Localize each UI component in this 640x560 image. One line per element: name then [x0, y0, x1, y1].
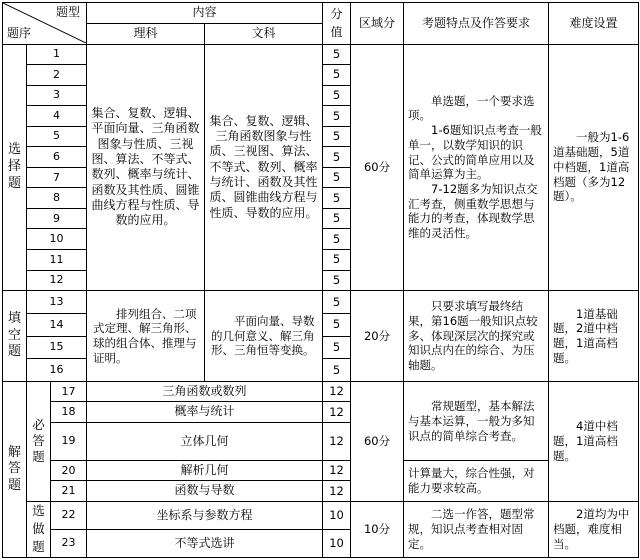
question-topic: 立体几何 — [87, 422, 323, 460]
question-score: 5 — [323, 126, 351, 147]
question-number: 11 — [27, 249, 87, 270]
question-number: 18 — [51, 402, 87, 422]
mc-type-label: 选 择 题 — [3, 44, 27, 291]
elective-label: 选 做 题 — [27, 501, 51, 557]
arts-header: 文科 — [205, 23, 323, 44]
content-header: 内容 — [87, 3, 323, 24]
mc-science-content: 集合、复数、逻辑、平面向量、三角函数图象与性质、三视图、算法、不等式、数列、概率与统计、函数及其性质、圆锥曲线方程与性质、导数的应用。 — [87, 44, 205, 291]
required-features-basic: 常规题型，基本解法与基本运算，一般为多知识点的简单综合考查。 — [404, 382, 549, 461]
question-score: 12 — [323, 422, 351, 460]
fill-arts-content: 平面向量、导数的几何意义、解三角形、三角恒等变换。 — [205, 291, 323, 382]
mc-arts-content: 集合、复数、逻辑、三角函数图象与性质、三视图、算法、不等式、数列、概率与统计、函数及其性质、圆锥曲线方程与性质、导数的应用。 — [205, 44, 323, 291]
question-topic: 坐标系与参数方程 — [87, 501, 323, 529]
corner-header-cell — [3, 3, 87, 45]
question-score: 5 — [323, 208, 351, 229]
required-region-score: 60分 — [351, 382, 404, 501]
question-number: 15 — [27, 336, 87, 359]
question-score: 5 — [323, 270, 351, 291]
question-number: 20 — [51, 461, 87, 481]
required-label: 必 答 题 — [27, 382, 51, 501]
fill-science-content: 排列组合、二项式定理、解三角形、球的组合体、推理与证明。 — [87, 291, 205, 382]
elective-difficulty: 2道均为中档题，难度相当。 — [549, 501, 639, 557]
fill-region-score: 20分 — [351, 291, 404, 382]
question-score: 10 — [323, 501, 351, 529]
answer-type-label: 解 答 题 — [3, 382, 27, 558]
fill-features: 只要求填写最终结果，第16题一般知识点较多、体现深层次的探究或知识点内在的综合、为压轴题。 — [404, 291, 549, 382]
required-difficulty: 4道中档题，1道高档题。 — [549, 382, 639, 501]
question-number: 19 — [51, 422, 87, 460]
question-number: 16 — [27, 359, 87, 382]
elective-features: 二选一作答，题型常规，知识点考查相对固定。 — [404, 501, 549, 557]
question-number: 23 — [51, 529, 87, 557]
question-number: 1 — [27, 44, 87, 65]
question-score: 5 — [323, 249, 351, 270]
question-number: 9 — [27, 208, 87, 229]
question-score: 5 — [323, 85, 351, 106]
question-score: 5 — [323, 359, 351, 382]
question-number: 7 — [27, 167, 87, 188]
question-number: 12 — [27, 270, 87, 291]
points-header: 分值 — [323, 3, 351, 45]
question-topic: 概率与统计 — [87, 402, 323, 422]
question-number: 21 — [51, 481, 87, 501]
features-header: 考题特点及作答要求 — [404, 3, 549, 45]
question-number: 6 — [27, 147, 87, 168]
question-number: 22 — [51, 501, 87, 529]
question-score: 5 — [323, 167, 351, 188]
question-number: 17 — [51, 382, 87, 402]
mc-features: 单选题，一个要求选项。 1-6题知识点考查一般单一，以数学知识的识记、公式的简单应用以及简单运算为主。 7-12题多为知识点交汇考查，侧重数学思想与能力的考查，体现数学思维的灵活性。 — [404, 44, 549, 291]
question-score: 5 — [323, 147, 351, 168]
question-score: 12 — [323, 402, 351, 422]
mc-region-score: 60分 — [351, 44, 404, 291]
question-score: 5 — [323, 291, 351, 314]
question-topic: 不等式选讲 — [87, 529, 323, 557]
question-number: 2 — [27, 65, 87, 86]
difficulty-header: 难度设置 — [549, 3, 639, 45]
question-number: 3 — [27, 85, 87, 106]
corner-header-type: 题型 — [56, 5, 81, 20]
question-topic: 函数与导数 — [87, 481, 323, 501]
fill-difficulty: 1道基础题，2道中档题，1道高档题。 — [549, 291, 639, 382]
question-score: 12 — [323, 382, 351, 402]
required-features-advanced: 计算量大，综合性强，对能力要求较高。 — [404, 461, 549, 502]
question-score: 5 — [323, 336, 351, 359]
question-score: 5 — [323, 188, 351, 209]
question-number: 14 — [27, 313, 87, 336]
question-number: 5 — [27, 126, 87, 147]
question-topic: 解析几何 — [87, 461, 323, 481]
question-score: 12 — [323, 461, 351, 481]
question-number: 4 — [27, 106, 87, 127]
question-number: 10 — [27, 229, 87, 250]
question-number: 13 — [27, 291, 87, 314]
science-header: 理科 — [87, 23, 205, 44]
question-score: 5 — [323, 106, 351, 127]
exam-structure-table — [2, 2, 639, 558]
region-score-header: 区域分 — [351, 3, 404, 45]
question-score: 10 — [323, 529, 351, 557]
question-score: 5 — [323, 313, 351, 336]
question-number: 8 — [27, 188, 87, 209]
question-score: 12 — [323, 481, 351, 501]
question-score: 5 — [323, 65, 351, 86]
mc-difficulty: 一般为1-6道基础题，5道中档题，1道高档题（多为12题）。 — [549, 44, 639, 291]
elective-region-score: 10分 — [351, 501, 404, 557]
question-score: 5 — [323, 229, 351, 250]
fill-type-label: 填 空 题 — [3, 291, 27, 382]
question-topic: 三角函数或数列 — [87, 382, 323, 402]
question-score: 5 — [323, 44, 351, 65]
corner-header-order: 题序 — [7, 25, 32, 40]
